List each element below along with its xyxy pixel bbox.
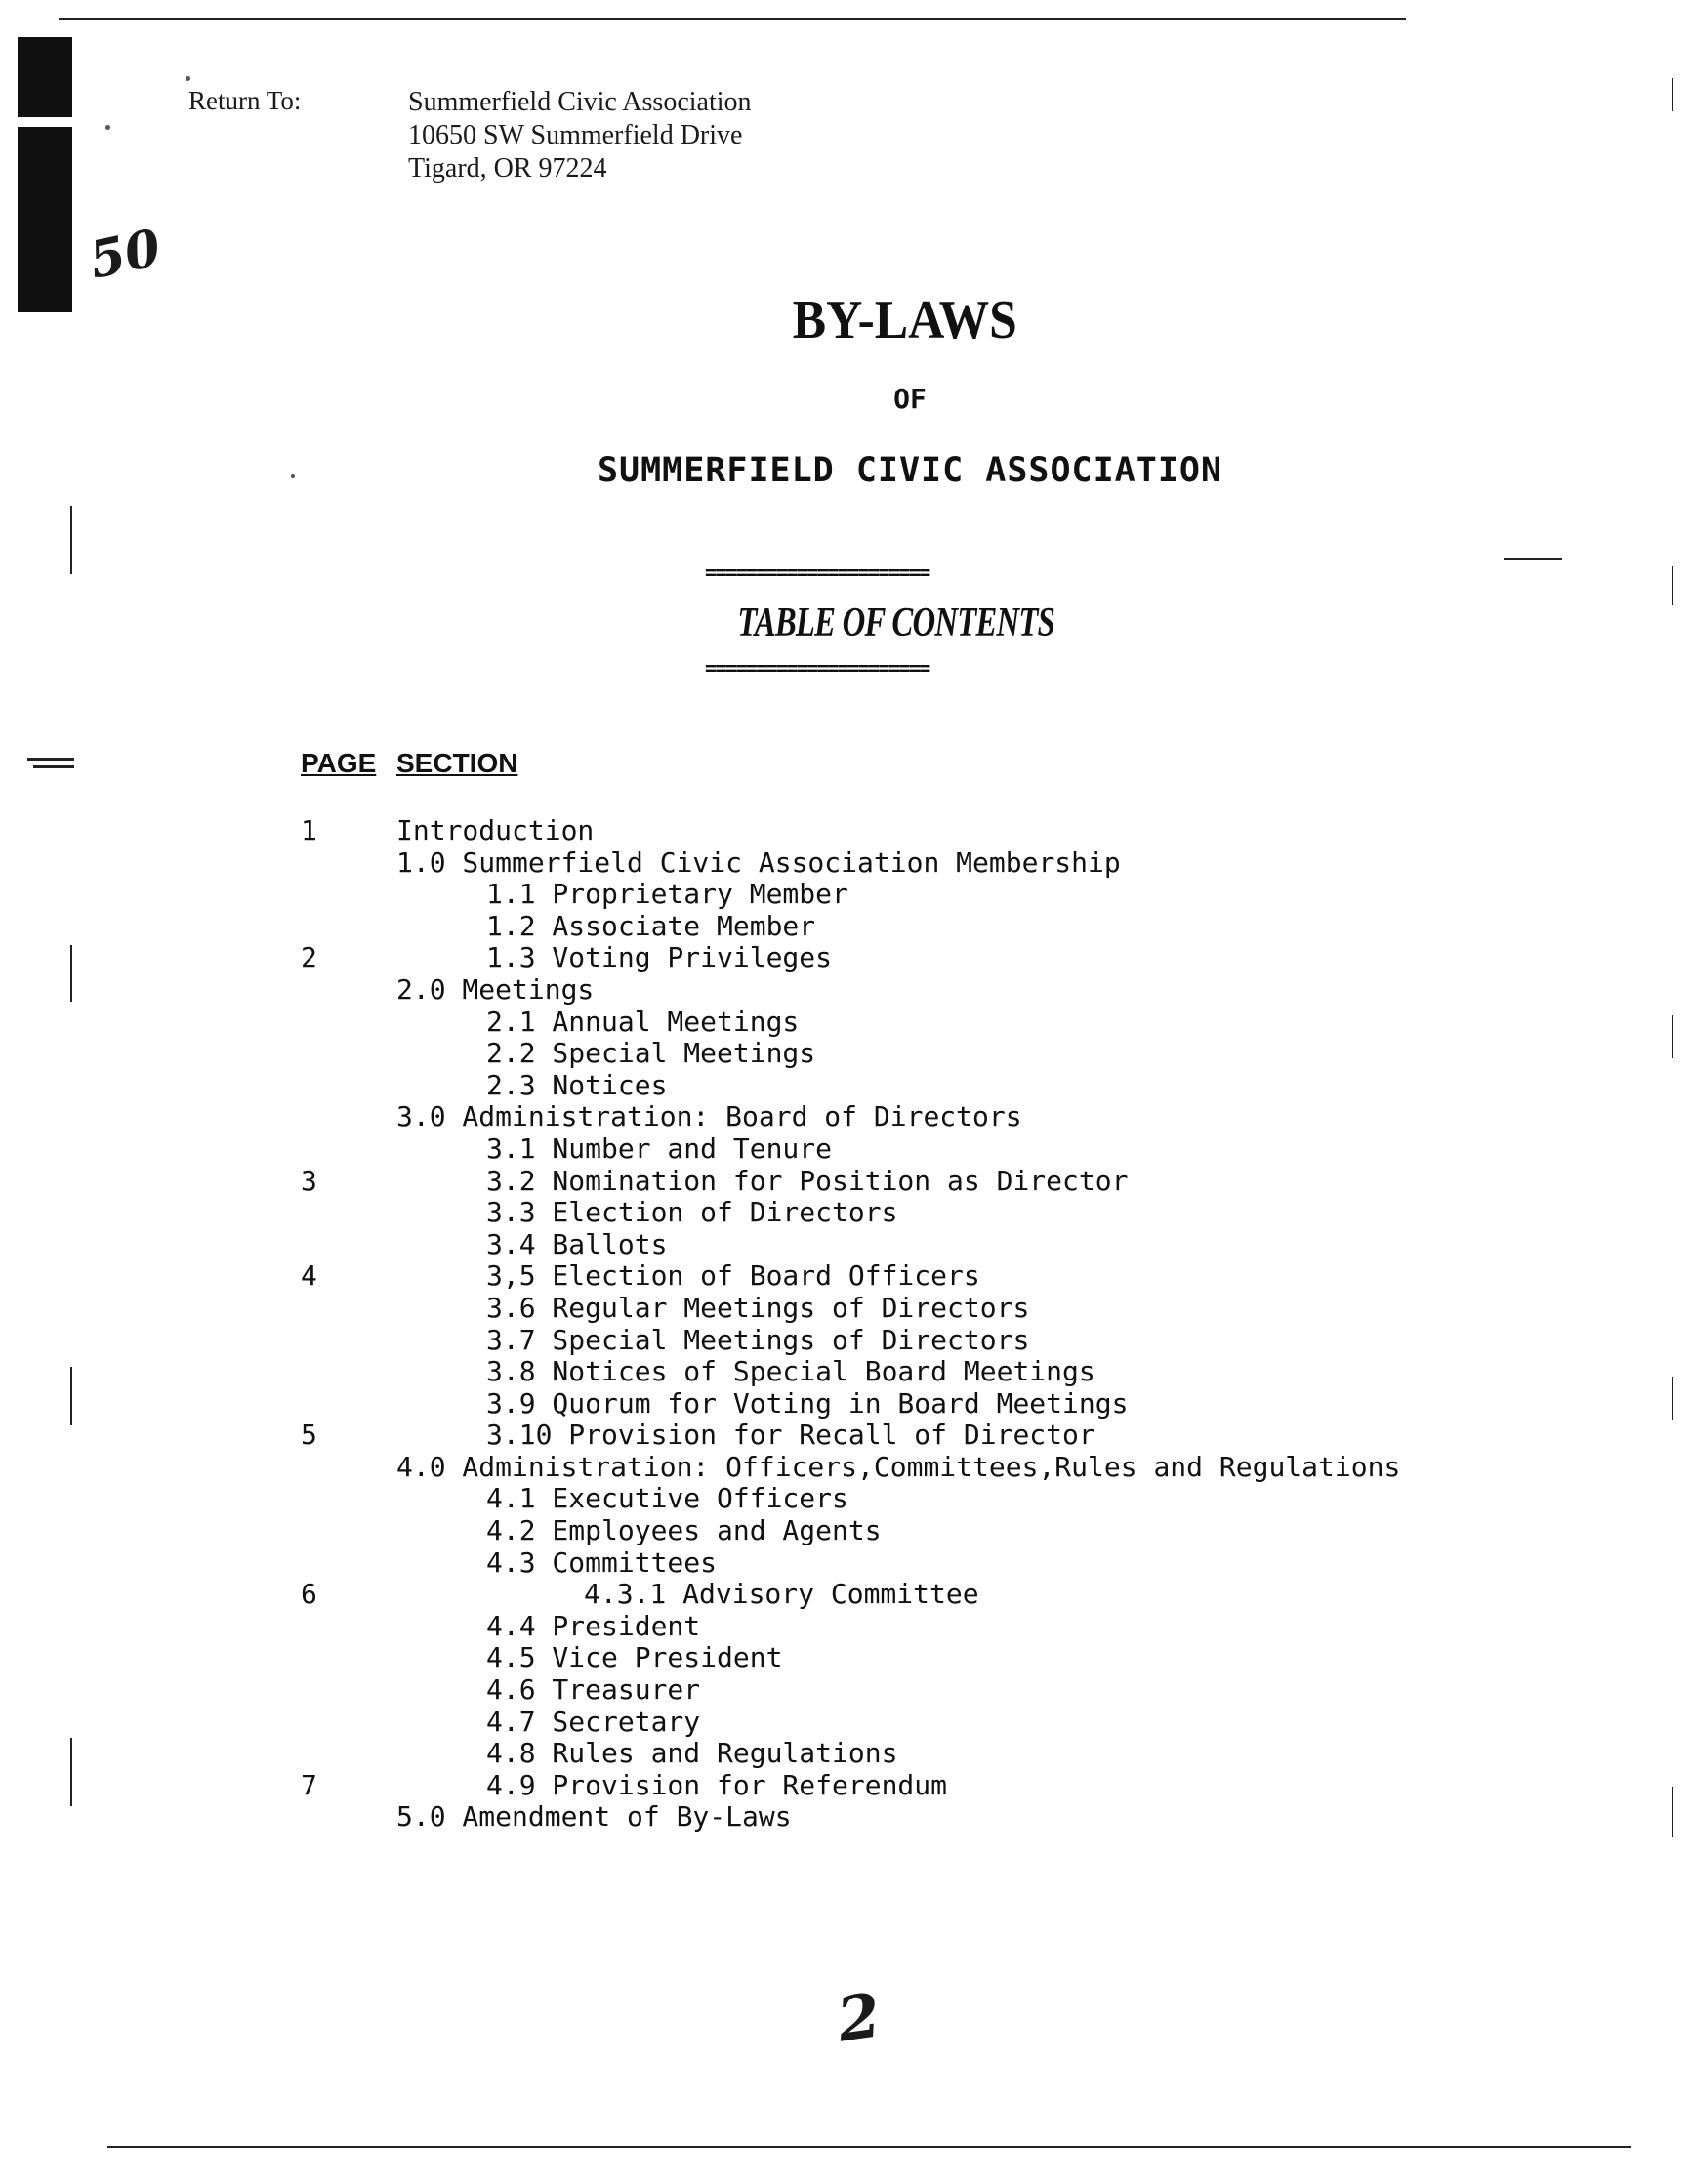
toc-section-title: 1.3 Voting Privileges [486,941,833,974]
toc-section-title: 1.2 Associate Member [486,909,816,942]
toc-entry [301,1101,1570,1133]
title-of: OF [893,383,927,415]
toc-section-title: 4.3 Committees [486,1545,718,1579]
left-margin-tick [70,1367,72,1425]
toc-entry [301,974,1570,1007]
toc-entry [301,1674,1570,1707]
right-margin-tick [1672,1787,1673,1837]
toc-section-title: 4.0 Administration: Officers,Committees,Rules and Regulations [396,1450,1401,1483]
toc-section-title: 1.1 Proprietary Member [486,878,848,911]
right-margin-dash [1504,558,1562,560]
toc-entry [301,1801,1570,1834]
toc-entry [301,1420,1570,1452]
toc-section-title: 4.4 President [486,1609,701,1642]
scan-speck [186,76,190,81]
toc-entry [301,1260,1570,1293]
left-edge-binding-mark [18,127,72,312]
toc-entry [301,1770,1570,1802]
right-margin-tick [1672,1377,1673,1420]
toc-entry [301,1197,1570,1229]
bottom-scan-border [107,2146,1631,2148]
toc-section-title: 4.3.1 Advisory Committee [584,1578,979,1611]
toc-section-title: 2.3 Notices [486,1068,668,1101]
toc-entry [301,1133,1570,1166]
toc-section-title: 3.10 Provision for Recall of Director [486,1419,1095,1452]
toc-entry [301,1452,1570,1484]
toc-entry [301,847,1570,880]
return-address-line: Summerfield Civic Association [408,87,752,117]
toc-section-title: 4.7 Secretary [486,1705,701,1738]
page-column-header: PAGE [301,748,377,778]
toc-entry [301,1547,1570,1580]
toc-section-title: 3.1 Number and Tenure [486,1132,833,1165]
toc-page-number: 3 [301,1164,317,1197]
left-margin-tick [70,945,72,1002]
toc-section-title: 4.9 Provision for Referendum [486,1768,948,1801]
toc-section-title: 2.2 Special Meetings [486,1037,816,1070]
toc-entry [301,1738,1570,1770]
rule-bottom: ====================== [705,656,929,680]
toc-entry [301,1642,1570,1674]
toc-section-title: 3.3 Election of Directors [486,1196,898,1229]
toc-section-title: 3.7 Special Meetings of Directors [486,1323,1030,1356]
left-margin-tick [70,506,72,574]
toc-section-title: 3.6 Regular Meetings of Directors [486,1291,1030,1324]
rule-top: ====================== [705,560,929,584]
organization-name: SUMMERFIELD CIVIC ASSOCIATION [597,451,1223,490]
toc-entry [301,1707,1570,1739]
toc-entry [301,1388,1570,1421]
left-margin-dash [33,765,74,768]
top-scan-border [59,18,1406,20]
toc-entry [301,1483,1570,1515]
toc-page-number: 5 [301,1419,317,1452]
toc-section-title: 4.5 Vice President [486,1641,783,1674]
toc-page-number: 6 [301,1578,317,1611]
toc-section-title: 4.6 Treasurer [486,1673,701,1707]
left-edge-binding-mark [18,37,72,117]
toc-entry [301,1229,1570,1261]
toc-page-number: 1 [301,814,317,846]
return-address-line: Tigard, OR 97224 [408,153,607,184]
toc-page-number: 7 [301,1768,317,1801]
toc-entry [301,1356,1570,1388]
return-address-line: 10650 SW Summerfield Drive [408,120,743,150]
toc-entry [301,879,1570,911]
toc-heading: TABLE OF CONTENTS [737,600,1055,645]
toc-section-title: 1.0 Summerfield Civic Association Membership [396,845,1121,879]
toc-entry [301,1515,1570,1547]
toc-section-title: 2.1 Annual Meetings [486,1005,800,1038]
right-margin-tick [1672,1015,1673,1058]
toc-list [301,815,1570,1834]
document-title: BY-LAWS [792,290,1017,350]
toc-entry [301,1611,1570,1643]
toc-entry [301,1038,1570,1070]
toc-section-title: 4.2 Employees and Agents [486,1514,882,1547]
return-to-label: Return To: [188,86,302,115]
toc-page-number: 4 [301,1259,317,1293]
toc-section-title: 5.0 Amendment of By-Laws [396,1800,792,1834]
toc-section-title: 3,5 Election of Board Officers [486,1259,980,1293]
toc-section-title: Introduction [396,814,595,846]
handwritten-page-number: 2 [833,1979,886,2056]
section-column-header: SECTION [396,748,518,778]
toc-entry [301,1166,1570,1198]
toc-section-title: 4.1 Executive Officers [486,1482,848,1515]
return-address [408,86,752,185]
toc-section-title: 3.2 Nomination for Position as Director [486,1164,1129,1197]
toc-entry [301,1070,1570,1102]
right-margin-tick [1672,78,1673,111]
right-margin-tick [1672,566,1673,605]
toc-entry [301,815,1570,847]
left-margin-tick [70,1738,72,1806]
toc-section-title: 3.8 Notices of Special Board Meetings [486,1355,1095,1388]
toc-section-title: 4.8 Rules and Regulations [486,1737,898,1770]
toc-entry [301,1579,1570,1611]
toc-section-title: 2.0 Meetings [396,972,595,1006]
scan-speck [105,125,110,130]
toc-section-title: 3.0 Administration: Board of Directors [396,1100,1022,1133]
toc-section-title: 3.4 Ballots [486,1227,668,1260]
toc-entry [301,1293,1570,1325]
toc-entry [301,911,1570,943]
toc-entry [301,1007,1570,1039]
left-margin-dash [27,758,74,761]
toc-page-number: 2 [301,941,317,974]
toc-section-title: 3.9 Quorum for Voting in Board Meetings [486,1386,1129,1420]
toc-entry [301,1325,1570,1357]
toc-entry [301,942,1570,974]
handwritten-corner-number: 50 [84,218,166,291]
